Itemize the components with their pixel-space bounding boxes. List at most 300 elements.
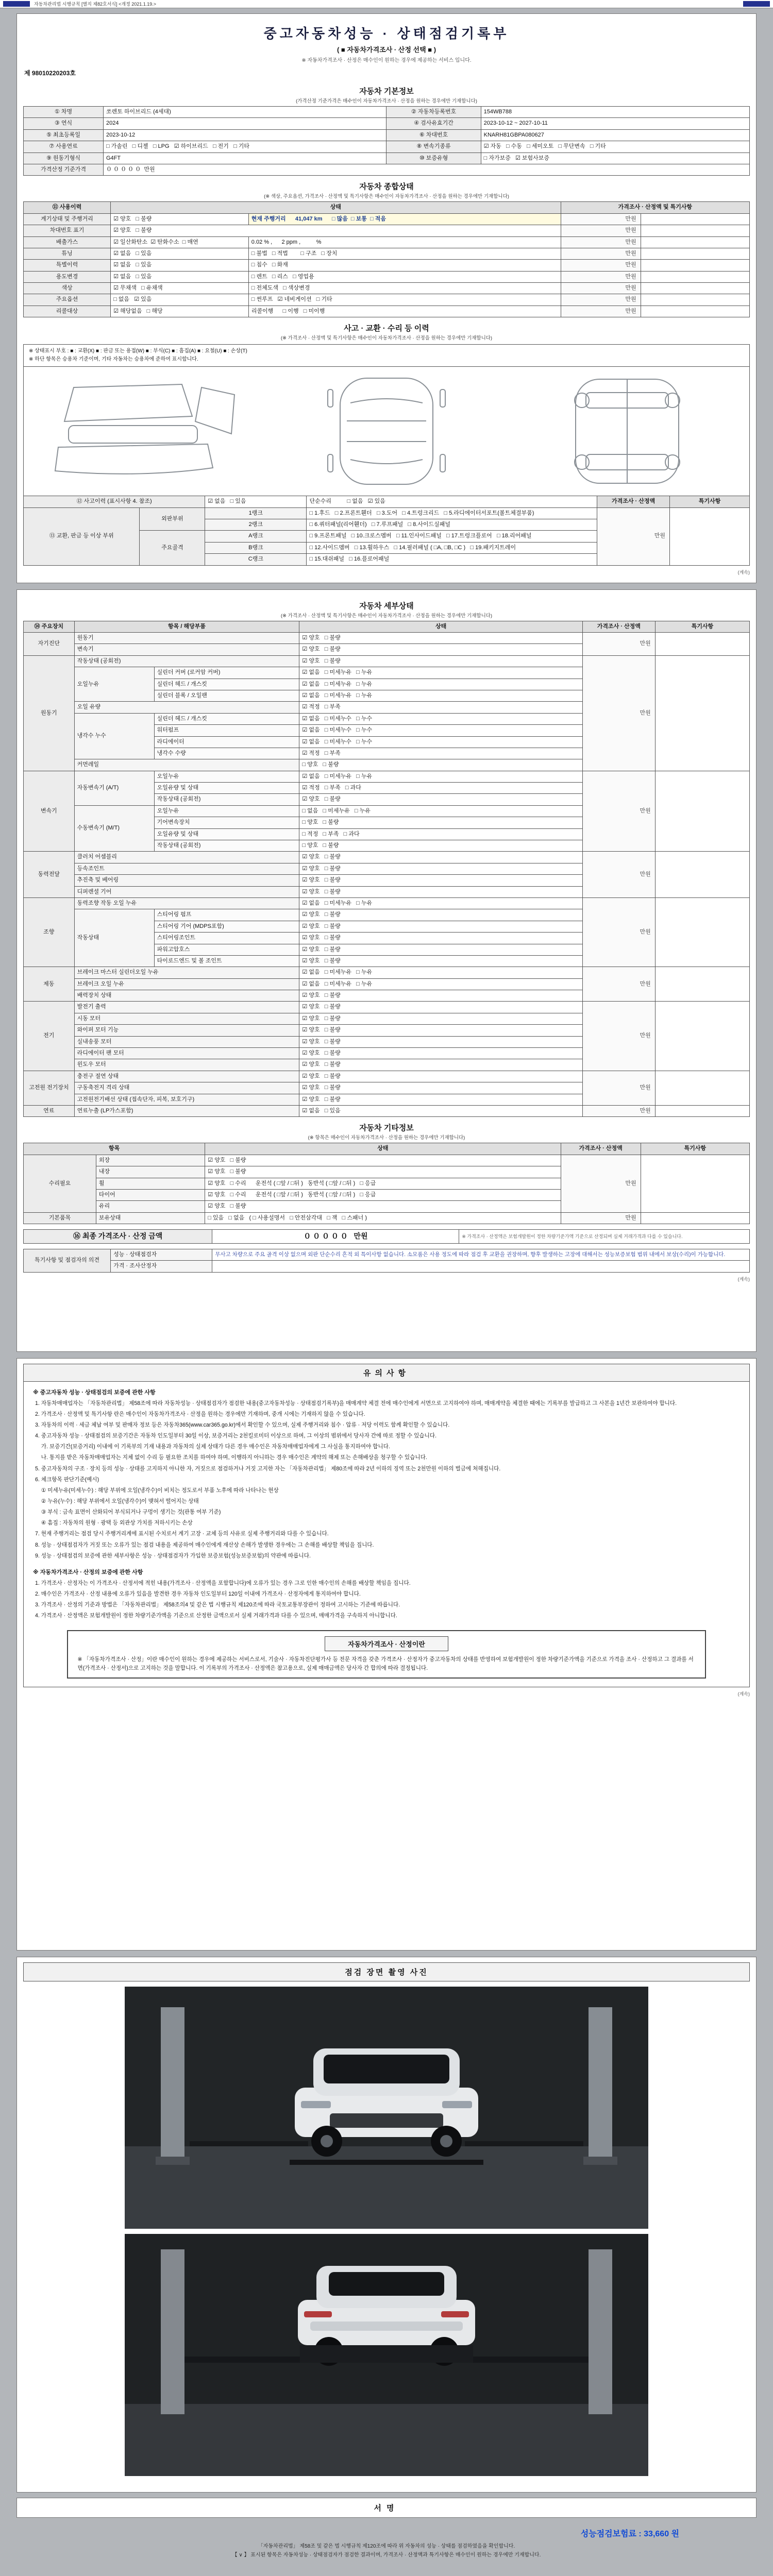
checkbox-cell[interactable]: ☑ 적정 □ 부족 (299, 748, 583, 759)
label-cell: 실린더 헤드 / 개스킷 (154, 679, 299, 690)
detail-condition-table (23, 621, 750, 1117)
header-cell: 가격조사 · 산정액 (597, 496, 670, 507)
checkbox-cell[interactable]: ☑ 양호 □ 불량 (299, 1059, 583, 1071)
label-cell: 라디에이터 팬 모터 (74, 1048, 299, 1059)
cell: ０ ０ ０ ０ ０ 만원 (212, 1230, 459, 1244)
damage-legend-symbols: ※ 상태표시 부호 : ■ : 교환(X) ■ : 판금 또는 용접(W) ■ : 부식(C) ■ : 흠집(A) ■ : 요철(U) ■ : 손상(T) (29, 348, 247, 354)
notices-heading-1: ※ 중고자동차 성능 · 상태점검의 보증에 관한 사항 (33, 1389, 156, 1396)
checkbox-cell[interactable]: ☑ 양호 □ 불량 (299, 794, 583, 805)
cell (655, 655, 749, 771)
checkbox-cell[interactable]: ☑ 양호 □ 불량 (299, 886, 583, 897)
label-cell: 동력전달 (24, 852, 75, 898)
notice-item: 가. 보증기간(보증거리) 이내에 이 기록부의 기재 내용과 자동차의 실제 상태가 다른 경우 매수인은 자동차매매업자에게 그 사실을 통지하여야 합니다. (35, 1444, 390, 1450)
table-row (24, 294, 750, 306)
table-row (24, 236, 750, 248)
accident-subtitle: (※ 가격조사 · 산정액 및 특기사항은 매수인이 자동차가격조사 · 산정을 원하는 경우에만 기재합니다) (280, 335, 493, 342)
label-cell: ⑥ 차대번호 (386, 129, 481, 141)
label-cell: 실린더 헤드 / 개스킷 (154, 713, 299, 724)
checkbox-cell[interactable]: ☑ 양호 □ 불량 (299, 1094, 583, 1105)
car-diagrams (23, 366, 750, 496)
header-cell: 가격조사 · 산정액 (582, 621, 655, 632)
label-cell: 타이로드엔드 및 볼 조인트 (154, 955, 299, 967)
table-row (24, 1002, 750, 1013)
label-cell: 전기 (24, 1002, 75, 1071)
notice-item: 1. 자동차매매업자는 「자동차관리법」 제58조에 따라 자동차성능 · 상태점검자가 점검한 내용(중고자동차성능 · 상태점검기록부)을 매매계약 체결 전에 매수인에게 서면으로 고지하여야 하며, 매매계약을 체결한 때에는 기록부를 발급하고 그 사본을 1년간 보관하여야 합니다. (35, 1400, 677, 1406)
checkbox-cell[interactable]: □ 양호 □ 불량 (299, 817, 583, 828)
label-cell: 차대번호 표기 (24, 225, 111, 236)
checkbox-cell[interactable]: □ 없음 ☑ 있음 (111, 294, 249, 306)
checkbox-cell[interactable]: ☑ 양호 □ 불량 (205, 1201, 561, 1212)
notices-list-2 (24, 1578, 749, 1622)
checkbox-cell[interactable]: □ 가솔린 □ 디젤 □ LPG ☑ 하이브리드 □ 전기 □ 기타 (103, 141, 386, 152)
notice-item: 4. 중고자동차 성능 · 상태점검의 보증기간은 자동차 인도일부터 30일 이상, 보증거리는 2천킬로미터 이상으로 하며, 그 이상의 범위에서 당사자 간에 따로 정할 수 있습니다. (35, 1433, 437, 1439)
label-cell: 가격 · 조사산정자 (111, 1261, 212, 1272)
car-diagram-underbody (519, 372, 735, 490)
notices-title: 유의사항 (24, 1364, 749, 1382)
label-cell: B랭크 (205, 542, 307, 553)
cell (669, 507, 749, 565)
table-row (24, 621, 750, 632)
price-cell: 만원 (561, 225, 641, 236)
checkbox-cell[interactable]: □ 렌트 □ 리스 □ 영업용 (248, 271, 561, 282)
header-cell: 가격조사 · 산정액 (561, 1143, 641, 1155)
notice-item: 3. 자동차의 이력 · 세금 체납 여부 및 판매자 정보 등은 자동차365(www.car365.go.kr)에서 확인할 수 있으며, 실제 주행거리와 침수 · 압류 · 저당 이력도 함께 확인할 수 있습니다. (35, 1421, 450, 1428)
cell (655, 1002, 749, 1071)
table-row (24, 283, 750, 294)
table-row (24, 1261, 750, 1272)
cell (655, 1071, 749, 1105)
header-cell: 특기사항 (669, 496, 749, 507)
cell (655, 967, 749, 1002)
checkbox-cell[interactable]: ☑ 무채색 □ 유채색 (111, 283, 249, 294)
notice-item: ① 미세누유(미세누수) : 해당 부위에 오일(냉각수)이 비치는 정도로서 부품 노후에 따라 나타나는 현상 (35, 1487, 279, 1494)
form-title: 중고자동차성능 · 상태점검기록부 (263, 26, 510, 41)
checkbox-cell[interactable]: ☑ 없음 □ 있음 (111, 248, 249, 259)
checkbox-cell[interactable]: □ 썬루프 ☑ 네비게이션 □ 기타 (248, 294, 561, 306)
label-cell: 원동기 (74, 632, 299, 643)
checkbox-cell[interactable]: ☑ 해당없음 □ 해당 (111, 306, 249, 317)
checkbox-cell[interactable]: ☑ 양호 □ 불량 (299, 990, 583, 1002)
notices-heading-2: ※ 자동차가격조사 · 산정의 보증에 관한 사항 (33, 1569, 143, 1575)
label-cell: 와이퍼 모터 기능 (74, 1025, 299, 1036)
corner-marker-right (743, 1, 770, 7)
page-3 (16, 1358, 757, 1951)
label-cell: 1랭크 (205, 507, 307, 519)
checkbox-cell[interactable]: ☑ 양호 □ 불량 (299, 1002, 583, 1013)
checkbox-cell[interactable]: ☑ 없음 □ 미세누수 □ 누수 (299, 713, 583, 724)
price-cell: 만원 (561, 213, 641, 225)
checkbox-cell[interactable]: ☑ 없음 □ 미세누수 □ 누수 (299, 736, 583, 748)
price-cell: 만원 (582, 1071, 655, 1105)
label-cell: 오일유량 및 상태 (154, 828, 299, 840)
photos-title: 점검 장면 촬영 사진 (23, 1962, 750, 1981)
comment-cell (212, 1261, 750, 1272)
checkbox-cell[interactable]: ☑ 양호 □ 불량 (299, 1025, 583, 1036)
table-row (24, 164, 750, 175)
cell: G4FT (103, 152, 386, 164)
label-cell: 고전원전기배선 상태 (접속단자, 피복, 보호기구) (74, 1094, 299, 1105)
notice-item: ② 누유(누수) : 해당 부위에서 오일(냉각수)이 맺혀서 떨어지는 상태 (35, 1498, 199, 1504)
checkbox-cell[interactable]: ☑ 양호 □ 불량 (299, 644, 583, 655)
checkbox-cell[interactable]: ☑ 적정 □ 부족 (299, 702, 583, 713)
label-cell: 냉각수 수량 (154, 748, 299, 759)
label-cell: 원동기 (24, 655, 75, 771)
checkbox-cell[interactable]: ☑ 양호 □ 불량 (299, 921, 583, 932)
checkbox-cell[interactable]: 리콜이행 □ 이행 □ 미이행 (248, 306, 561, 317)
accident-title: 사고 · 교환 · 수리 등 이력 (344, 324, 429, 333)
cell (655, 632, 749, 655)
table-row (24, 202, 750, 213)
price-cell: 만원 (561, 1155, 641, 1212)
detail-title: 자동차 세부상태 (359, 601, 414, 611)
table-row (24, 1143, 750, 1155)
table-row (24, 1249, 750, 1261)
notice-item: 1. 가격조사 · 산정자는 이 가격조사 · 산정서에 적힌 내용(가격조사 · 산정액을 포함합니다)에 오류가 있는 경우 그로 인한 매수인의 손해를 배상할 책임을 집니다. (35, 1580, 411, 1586)
label-cell: ① 차명 (24, 107, 104, 118)
label-cell: 오일누유 (154, 771, 299, 782)
checkbox-cell[interactable]: ☑ 없음 □ 미세누유 □ 누유 (299, 667, 583, 679)
label-cell: 리콜대상 (24, 306, 111, 317)
label-cell: 구동축전지 격리 상태 (74, 1082, 299, 1094)
inspection-fee (16, 2518, 757, 2542)
car-diagram-top-view (278, 372, 495, 490)
price-survey-definition-box (67, 1630, 705, 1679)
notices-box (23, 1364, 750, 1688)
label-cell: 변속기 (74, 644, 299, 655)
label-cell: 용도변경 (24, 271, 111, 282)
checkbox-cell[interactable]: ☑ 양호 □ 불량 (299, 1048, 583, 1059)
car-diagram-front-clip (38, 372, 254, 490)
cell (655, 1106, 749, 1117)
label-cell: 오일 유량 (74, 702, 299, 713)
label-cell: 자기진단 (24, 632, 75, 655)
checkbox-cell[interactable]: □ 없음 □ 미세누유 □ 누유 (299, 805, 583, 817)
label-cell: 조향 (24, 897, 75, 967)
label-cell: 보유상태 (96, 1212, 205, 1224)
label-cell: 커먼레일 (74, 759, 299, 771)
notice-item: 5. 중고자동차의 구조 · 장치 등의 성능 · 상태를 고지하지 아니한 자, 거짓으로 점검하거나 거짓 고지한 자는 「자동차관리법」 제80조에 따라 2년 이하의 징역 또는 2천만원 이하의 벌금에 처해집니다. (35, 1465, 501, 1472)
checkbox-cell[interactable]: ☑ 양호 □ 불량 (299, 852, 583, 863)
label-cell: 시동 모터 (74, 1013, 299, 1024)
price-cell: 만원 (561, 1212, 641, 1224)
table-row (24, 852, 750, 863)
label-cell: 스티어링조인트 (154, 933, 299, 944)
label-cell: 고전원 전기장치 (24, 1071, 75, 1105)
label-cell: 유리 (96, 1201, 205, 1212)
label-cell: 성능 · 상태점검자 (111, 1249, 212, 1261)
checkbox-cell[interactable]: □ 양호 □ 불량 (299, 840, 583, 852)
cell: ０ ０ ０ ０ ０ 만원 (103, 164, 749, 175)
checkbox-cell[interactable]: □ 양호 □ 불량 (299, 759, 583, 771)
table-row (24, 967, 750, 978)
label-cell: 제동 (24, 967, 75, 1002)
price-cell: 만원 (582, 967, 655, 1002)
checkbox-cell[interactable]: ☑ 없음 □ 미세누유 □ 누유 (299, 771, 583, 782)
checkbox-cell[interactable]: ☑ 양호 □ 불량 (299, 1082, 583, 1094)
cell (641, 236, 749, 248)
checkbox-cell[interactable]: ☑ 적정 □ 부족 □ 과다 (299, 783, 583, 794)
label-cell: 파워고압호스 (154, 944, 299, 955)
table-row (24, 771, 750, 782)
header-cell: 특기사항 (655, 621, 749, 632)
cell (641, 1212, 749, 1224)
checkbox-cell[interactable]: □ 15.대쉬패널 □ 16.플로어패널 (307, 554, 597, 565)
checkbox-cell[interactable]: ☑ 없음 □ 있음 (111, 260, 249, 271)
price-cell: 만원 (582, 1002, 655, 1071)
overall-subtitle: (※ 색상, 주요옵션, 가격조사 · 산정액 및 특기사항은 매수인이 자동차가격조사 · 산정을 원하는 경우에만 기재합니다) (264, 194, 509, 200)
table-row (24, 118, 750, 129)
checkbox-cell[interactable]: □ 불법 □ 적법 □ 구조 □ 장치 (248, 248, 561, 259)
price-cell: 만원 (582, 897, 655, 967)
cell: 쏘렌토 하이브리드 (4세대) (103, 107, 386, 118)
etc-info-table (23, 1143, 750, 1224)
table-row (24, 1212, 750, 1224)
checkbox-cell[interactable]: □ 침수 □ 화재 (248, 260, 561, 271)
checkbox-cell[interactable]: ☑ 양호 □ 불량 (299, 863, 583, 874)
price-cell: 만원 (561, 236, 641, 248)
checkbox-cell[interactable]: ☑ 없음 □ 미세누수 □ 누수 (299, 725, 583, 736)
inspection-fee-label: 성능점검보험료 : (580, 2529, 642, 2538)
comment-cell: 무사고 차량으로 주요 골격 이상 없으며 외판 단순수리 흔적 외 특이사항 없습니다. 소모품은 사용 정도에 따라 점검 후 교환을 권장하며, 향후 발생하는 고장에 대해서는 성능보증보험 범위 내에서 보상(수리)이 가능합니다. (212, 1249, 750, 1261)
checkbox-cell[interactable]: ☑ 양호 □ 불량 (299, 1036, 583, 1047)
table-row (24, 141, 750, 152)
checkbox-cell[interactable]: ☑ 없음 □ 미세누유 □ 누유 (299, 978, 583, 990)
label-cell: ⑧ 변속기종류 (386, 141, 481, 152)
checkbox-cell[interactable]: ☑ 양호 □ 불량 (299, 655, 583, 667)
table-row (24, 655, 750, 667)
checkbox-cell[interactable]: ☑ 양호 □ 불량 (299, 955, 583, 967)
table-row (24, 107, 750, 118)
header-cell: 항목 / 해당부품 (74, 621, 299, 632)
top-strip (0, 0, 773, 8)
label-cell: 수동변속기 (M/T) (74, 805, 154, 852)
table-row (24, 306, 750, 317)
notice-item: 7. 현재 주행거리는 점검 당시 주행거리계에 표시된 수치로서 계기 고장 · 교체 등의 사유로 실제 주행거리와 다를 수 있습니다. (35, 1531, 329, 1537)
price-cell: 만원 (561, 306, 641, 317)
accident-history-table (23, 496, 750, 565)
etc-subtitle: (※ 항목은 매수인이 자동차가격조사 · 산정을 원하는 경우에만 기재합니다) (308, 1135, 465, 1141)
definition-text: ※ 「자동차가격조사 · 산정」이란 매수인이 원하는 경우에 제공하는 서비스로서, 기술사 · 자동차진단평가사 등 전문 자격을 갖춘 가격조사 · 산정자가 중고자동차의 상태를 반영하여 보험개발원이 정한 차량기준가액을 기준으로 가격을 조사 · 산정하고 그 결과를 서면(가격조사 · 산정서)으로 고지하는 것을 말합니다. 이 기록부의 가격조사 · 산정액은 참고용으로, 실제 매매금액은 당사자 간 합의에 따라 결정됩니다. (77, 1656, 694, 1671)
notice-item: ④ 흠집 : 자동차의 원형 · 광택 등 외관상 가치를 저하시키는 손상 (35, 1520, 193, 1527)
header-cell: ⑪ 사용이력 (24, 202, 111, 213)
label-cell: 가격산정 기준가격 (24, 164, 104, 175)
basic-info-subtitle: (가격산정 기준가격은 매수인이 자동차가격조사 · 산정을 원하는 경우에만 기재합니다) (296, 98, 477, 104)
label-cell: ⑨ 원동기형식 (24, 152, 104, 164)
label-cell: 라디에이터 (154, 736, 299, 748)
checkbox-cell[interactable]: ☑ 없음 □ 미세누유 □ 누유 (299, 967, 583, 978)
cell (641, 213, 749, 225)
checkbox-cell[interactable]: ☑ 자동 □ 수동 □ 세미오토 □ 무단변속 □ 기타 (481, 141, 749, 152)
label-cell: ⑩ 보증유형 (386, 152, 481, 164)
overall-condition-table (23, 201, 750, 317)
label-cell: 주요골격 (140, 531, 205, 565)
etc-title: 자동차 기타정보 (359, 1124, 414, 1133)
cell (641, 294, 749, 306)
label-cell: ② 자동차등록번호 (386, 107, 481, 118)
checkbox-cell[interactable]: ☑ 양호 □ 불량 (205, 1155, 561, 1166)
checkbox-cell[interactable]: ☑ 없음 □ 있음 (299, 1106, 583, 1117)
table-row (24, 1230, 750, 1244)
label-cell: 특별이력 (24, 260, 111, 271)
label-cell: 스티어링 기어 (MDPS포함) (154, 921, 299, 932)
checkbox-cell[interactable]: ☑ 양호 □ 불량 (299, 1013, 583, 1024)
label-cell: 오일유량 및 상태 (154, 783, 299, 794)
price-cell: 만원 (561, 283, 641, 294)
label-cell: 디퍼렌셜 기어 (74, 886, 299, 897)
checkbox-cell[interactable]: □ 9.프론트패널 □ 10.크로스멤버 □ 11.인사이드패널 □ 17.트렁크플로어 □ 18.리어패널 (307, 531, 597, 542)
label-cell: 브레이크 마스터 실린더오일 누유 (74, 967, 299, 978)
label-cell: 수리필요 (24, 1155, 96, 1212)
checkbox-cell[interactable]: ☑ 양호 □ 불량 (299, 1071, 583, 1082)
overall-title: 자동차 종합상태 (359, 182, 414, 192)
price-cell: 만원 (597, 507, 670, 565)
checkbox-cell[interactable]: ☑ 양호 □ 수리 운전석 ( □앞 / □뒤 ) 동반석 ( □앞 / □뒤 ) □ 응급 (205, 1178, 561, 1189)
table-row (24, 1106, 750, 1117)
price-cell: 만원 (561, 294, 641, 306)
label-cell: 작동상태 (공회전) (154, 794, 299, 805)
label-cell: 주요옵션 (24, 294, 111, 306)
notice-item: 나. 통지를 받은 자동차매매업자는 지체 없이 수리 등 필요한 조치를 하여야 하며, 이행하지 아니하는 경우 매수인은 계약의 해제 또는 손해배상을 청구할 수 있습니다. (35, 1454, 427, 1461)
checkbox-cell[interactable]: □ 1.후드 □ 2.프론트휀더 □ 3.도어 □ 4.트렁크리드 □ 5.라디에이터서포트(볼트체결부품) (307, 507, 597, 519)
label-cell: 충전구 절연 상태 (74, 1071, 299, 1082)
cell (641, 1155, 749, 1212)
label-cell: 내장 (96, 1166, 205, 1178)
cell: 0.02 % , 2 ppm , % (248, 236, 561, 248)
checkbox-cell[interactable]: ☑ 양호 □ 불량 (299, 944, 583, 955)
checkbox-cell[interactable]: ☑ 양호 □ 불량 (299, 632, 583, 643)
table-row (24, 507, 750, 519)
notice-item: 9. 성능 · 상태점검의 보증에 관한 세부사항은 성능 · 상태점검자가 가입한 보증보험(성능보증보험)의 약관에 따릅니다. (35, 1552, 311, 1559)
checkbox-cell[interactable]: ☑ 양호 □ 불량 (299, 933, 583, 944)
label-cell: ⑬ 교환, 판금 등 이상 부위 (24, 507, 140, 565)
inspection-photo-front (125, 1987, 648, 2229)
label-cell: 2랭크 (205, 519, 307, 531)
checkbox-cell[interactable]: ☑ 양호 □ 불량 (205, 1166, 561, 1178)
price-cell: 만원 (561, 260, 641, 271)
table-row (24, 1071, 750, 1082)
label-cell: ⑫ 사고이력 (표시사항 4. 참조) (24, 496, 205, 507)
label-cell: 등속조인트 (74, 863, 299, 874)
price-cell: 만원 (561, 248, 641, 259)
label-cell: 윈도우 모터 (74, 1059, 299, 1071)
label-cell: 색상 (24, 283, 111, 294)
price-cell: 만원 (561, 271, 641, 282)
price-cell: 만원 (582, 771, 655, 852)
checkbox-cell[interactable]: ☑ 없음 □ 미세누유 □ 누유 (299, 679, 583, 690)
checkbox-cell[interactable]: ☑ 없음 □ 있음 (111, 271, 249, 282)
cell (641, 225, 749, 236)
document-number: 제 98010220203호 (24, 70, 76, 77)
cell (641, 248, 749, 259)
continued-marker: (계속) (737, 1691, 750, 1697)
footer-line-1: 「자동차관리법」 제58조 및 같은 법 시행규칙 제120조에 따라 위 자동차의 성능 · 상태를 점검하였음을 확인합니다. (258, 2543, 515, 2549)
label-cell: 배력장치 상태 (74, 990, 299, 1002)
label-cell: 브레이크 오일 누유 (74, 978, 299, 990)
cell (655, 897, 749, 967)
label-cell: 클러치 어셈블리 (74, 852, 299, 863)
price-cell: 만원 (582, 852, 655, 898)
form-reference: 자동차관리법 시행규칙 [별지 제82호서식] <개정 2021.1.19.> (34, 2, 157, 7)
corner-marker-left (3, 1, 30, 7)
checkbox-cell[interactable]: □ 자가보증 ☑ 보험사보증 (481, 152, 749, 164)
definition-title: 자동차가격조사 · 산정이란 (325, 1636, 448, 1651)
notice-item: 2. 가격조사 · 산정액 및 특기사항 란은 매수인이 자동차가격조사 · 산정을 원하는 경우에만 기재하며, 중개 시에는 기재하지 않을 수 있습니다. (35, 1411, 365, 1417)
continued-marker: (계속) (737, 569, 750, 575)
checkbox-cell[interactable]: ☑ 양호 □ 불량 (299, 875, 583, 886)
signature-title: 서명 (16, 2498, 757, 2518)
label-cell: 기본품목 (24, 1212, 96, 1224)
label-cell: 연료누출 (LP가스포함) (74, 1106, 299, 1117)
final-price-table (23, 1229, 750, 1244)
inspection-photo-rear (125, 2234, 648, 2476)
checkbox-cell[interactable]: □ 6.쿼터패널(리어휀더) □ 7.루프패널 □ 8.사이드실패널 (307, 519, 597, 531)
label-cell: 튜닝 (24, 248, 111, 259)
notice-item: 8. 성능 · 상태점검자가 거짓 또는 오류가 있는 점검 내용을 제공하여 매수인에게 재산상 손해가 발생한 경우에는 그 손해를 배상할 책임을 집니다. (35, 1541, 374, 1548)
checkbox-cell[interactable]: ☑ 없음 □ 미세누유 □ 누유 (299, 690, 583, 701)
checkbox-cell[interactable]: ☑ 일산화탄소 ☑ 탄화수소 □ 매연 (111, 236, 249, 248)
label-cell: 추진축 및 베어링 (74, 875, 299, 886)
label-cell: 작동상태 (74, 909, 154, 967)
label-cell: 기어변속장치 (154, 817, 299, 828)
checkbox-cell[interactable]: ☑ 없음 □ 있음 (205, 496, 307, 507)
label-cell: 작동상태 (공회전) (154, 840, 299, 852)
checkbox-cell[interactable]: □ 12.사이드멤버 □ 13.휠하우스 □ 14.필러패널 ( □A, □B, □C ) □ 19.패키지트레이 (307, 542, 597, 553)
header-cell: 상태 (205, 1143, 561, 1155)
cell (641, 306, 749, 317)
notice-item: ③ 부식 : 금속 표면이 산화되어 부식되거나 구멍이 생기는 것(관통 여부 기준) (35, 1509, 221, 1516)
table-row (24, 496, 750, 507)
checkbox-cell[interactable]: ☑ 양호 □ 수리 운전석 ( □앞 / □뒤 ) 동반석 ( □앞 / □뒤 ) □ 응급 (205, 1189, 561, 1200)
label-cell: 발전기 출력 (74, 1002, 299, 1013)
label-cell: 계기상태 및 주행거리 (24, 213, 111, 225)
label-cell: 타이어 (96, 1189, 205, 1200)
price-cell: 만원 (582, 1106, 655, 1117)
checkbox-cell[interactable]: 단순수리 □ 없음 ☑ 있음 (307, 496, 597, 507)
table-row (24, 225, 750, 236)
form-note: ※ 자동차가격조사 · 산정은 매수인이 원하는 경우에 제공하는 서비스 입니다. (301, 58, 472, 63)
odometer-cell[interactable]: 현재 주행거리 41,047 km □ 많음 □ 보통 □ 적음 (248, 213, 561, 225)
label-cell: 실내송풍 모터 (74, 1036, 299, 1047)
table-row (24, 248, 750, 259)
header-cell: 상태 (299, 621, 583, 632)
checkbox-cell[interactable]: ☑ 양호 □ 불량 (111, 225, 561, 236)
cell: 2023-10-12 (103, 129, 386, 141)
checkbox-cell[interactable]: □ 있음 □ 없음 ( □ 사용설명서 □ 안전삼각대 □ 잭 □ 스패너 ) (205, 1212, 561, 1224)
label-cell: ④ 검사유효기간 (386, 118, 481, 129)
detail-subtitle: (※ 가격조사 · 산정액 및 특기사항은 매수인이 자동차가격조사 · 산정을 원하는 경우에만 기재합니다) (280, 613, 493, 619)
notices-list-1 (24, 1398, 749, 1562)
inspector-opinion-table (23, 1249, 750, 1273)
label-cell: 외장 (96, 1155, 205, 1166)
checkbox-cell[interactable]: ☑ 양호 □ 불량 (111, 213, 249, 225)
checkbox-cell[interactable]: □ 전체도색 □ 색상변경 (248, 283, 561, 294)
label-cell: 변속기 (24, 771, 75, 852)
cell: 154WB788 (481, 107, 749, 118)
label-cell: 휠 (96, 1178, 205, 1189)
page-4 (16, 1957, 757, 2493)
notice-item: 6. 체크항목 판단기준(예시) (35, 1476, 99, 1483)
label-cell: ⑯ 최종 가격조사 · 산정 금액 (24, 1230, 212, 1244)
checkbox-cell[interactable]: □ 적정 □ 부족 □ 과다 (299, 828, 583, 840)
checkbox-cell[interactable]: ☑ 양호 □ 불량 (299, 909, 583, 921)
label-cell: 오일누유 (154, 805, 299, 817)
damage-legend-note: ※ 하단 항목은 승용차 기준이며, 기타 자동차는 승용차에 준하여 표시합니다. (29, 357, 198, 363)
checkbox-cell[interactable]: ☑ 없음 □ 미세누유 □ 누유 (299, 897, 583, 909)
page-2 (16, 589, 757, 1352)
label-cell: ⑦ 사용연료 (24, 141, 104, 152)
basic-info-title: 자동차 기본정보 (359, 87, 414, 96)
header-cell: ⑭ 주요장치 (24, 621, 75, 632)
